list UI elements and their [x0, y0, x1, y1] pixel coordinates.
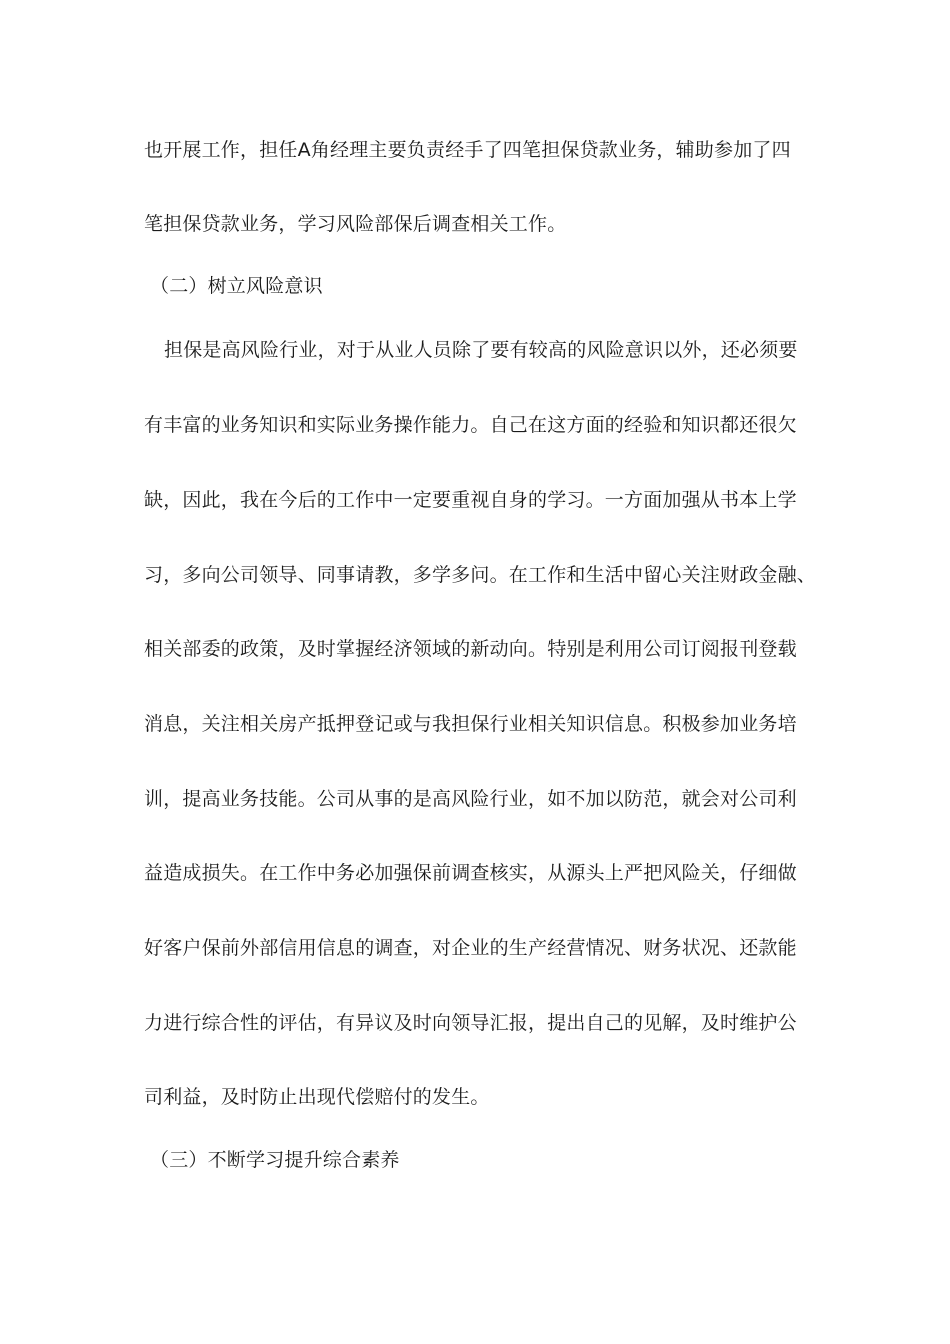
- paragraph-line: 有丰富的业务知识和实际业务操作能力。自己在这方面的经验和知识都还很欠: [144, 414, 797, 436]
- paragraph-line: 司利益，及时防止出现代偿赔付的发生。: [144, 1086, 490, 1108]
- paragraph-line: 也开展工作，担任A角经理主要负责经手了四笔担保贷款业务，辅助参加了四: [144, 139, 791, 161]
- paragraph-line: 好客户保前外部信用信息的调查，对企业的生产经营情况、财务状况、还款能: [144, 937, 797, 959]
- paragraph-line: 消息，关注相关房产抵押登记或与我担保行业相关知识信息。积极参加业务培: [144, 713, 797, 735]
- paragraph-line: 笔担保贷款业务，学习风险部保后调查相关工作。: [144, 213, 567, 235]
- section-heading: （三）不断学习提升综合素养: [150, 1149, 400, 1171]
- paragraph-line: 训，提高业务技能。公司从事的是高风险行业，如不加以防范，就会对公司利: [144, 788, 797, 810]
- paragraph-line: 缺，因此，我在今后的工作中一定要重视自身的学习。一方面加强从书本上学: [144, 489, 797, 511]
- paragraph-line: 相关部委的政策，及时掌握经济领域的新动向。特别是利用公司订阅报刊登载: [144, 638, 797, 660]
- section-heading: （二）树立风险意识: [150, 275, 323, 297]
- paragraph-line: 担保是高风险行业，对于从业人员除了要有较高的风险意识以外，还必须要: [164, 339, 798, 361]
- paragraph-line: 益造成损失。在工作中务必加强保前调查核实，从源头上严把风险关，仔细做: [144, 862, 797, 884]
- paragraph-line: 习，多向公司领导、同事请教，多学多问。在工作和生活中留心关注财政金融、: [144, 564, 817, 586]
- paragraph-line: 力进行综合性的评估，有异议及时向领导汇报，提出自己的见解，及时维护公: [144, 1012, 797, 1034]
